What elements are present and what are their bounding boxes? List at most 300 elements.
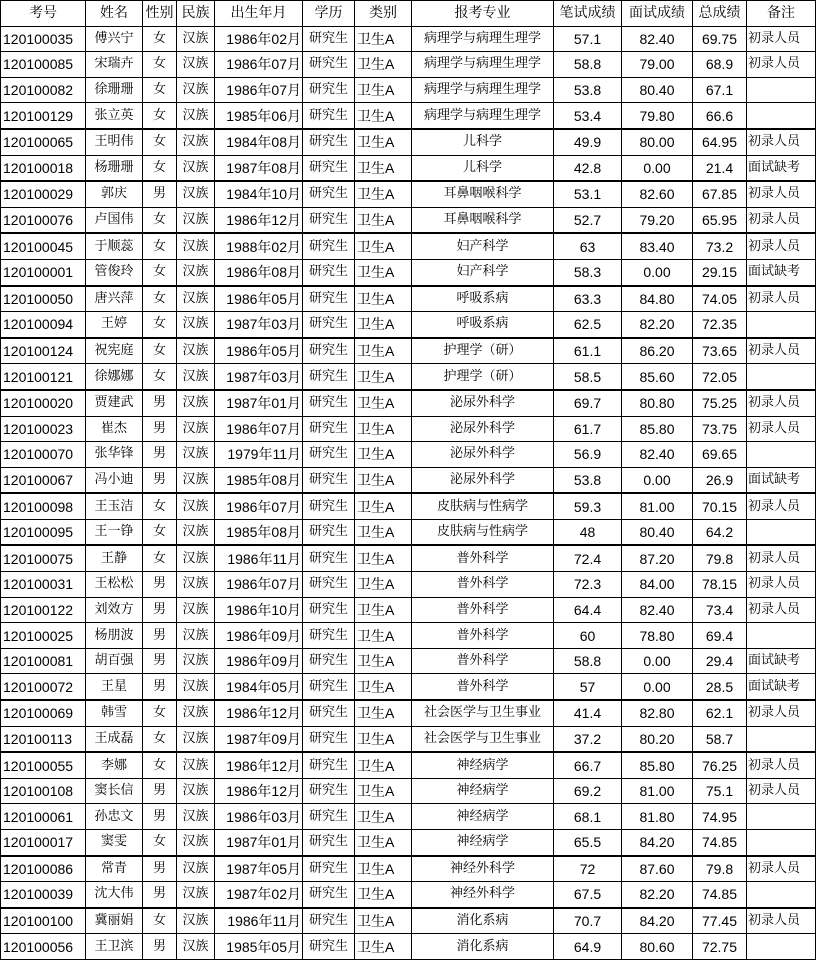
cell-birth-date: 1986年07月 — [215, 52, 303, 78]
cell-remark — [747, 442, 816, 468]
cell-gender: 女 — [143, 103, 177, 129]
cell-interview-score: 81.00 — [622, 493, 693, 519]
cell-gender: 女 — [143, 286, 177, 312]
cell-remark — [747, 934, 816, 960]
cell-ethnicity: 汉族 — [177, 181, 215, 207]
cell-name: 卢国伟 — [86, 207, 143, 233]
cell-major: 消化系病 — [412, 934, 554, 960]
cell-interview-score: 78.80 — [622, 623, 693, 649]
cell-category: 卫生A — [355, 155, 412, 181]
cell-major: 社会医学与卫生事业 — [412, 726, 554, 752]
cell-ethnicity: 汉族 — [177, 103, 215, 129]
cell-gender: 女 — [143, 752, 177, 778]
cell-gender: 男 — [143, 856, 177, 882]
cell-remark — [747, 882, 816, 908]
cell-written-score: 64.4 — [554, 597, 622, 623]
cell-remark — [747, 726, 816, 752]
cell-total-score: 65.95 — [693, 207, 747, 233]
cell-interview-score: 0.00 — [622, 648, 693, 674]
cell-total-score: 73.75 — [693, 416, 747, 442]
cell-education: 研究生 — [303, 674, 355, 700]
cell-written-score: 66.7 — [554, 752, 622, 778]
cell-category: 卫生A — [355, 519, 412, 545]
cell-birth-date: 1987年02月 — [215, 882, 303, 908]
table-row — [1, 752, 816, 778]
cell-birth-date: 1988年02月 — [215, 233, 303, 259]
cell-remark: 初录人员 — [747, 778, 816, 804]
cell-interview-score: 86.20 — [622, 338, 693, 364]
cell-major: 神经病学 — [412, 830, 554, 856]
cell-written-score: 69.2 — [554, 778, 622, 804]
cell-category: 卫生A — [355, 233, 412, 259]
cell-education: 研究生 — [303, 390, 355, 416]
table-row — [1, 545, 816, 571]
cell-gender: 男 — [143, 181, 177, 207]
cell-written-score: 41.4 — [554, 700, 622, 726]
cell-written-score: 48 — [554, 519, 622, 545]
cell-interview-score: 82.40 — [622, 26, 693, 52]
cell-total-score: 28.5 — [693, 674, 747, 700]
cell-exam-id: 120100001 — [1, 259, 86, 285]
cell-interview-score: 80.80 — [622, 390, 693, 416]
cell-gender: 女 — [143, 338, 177, 364]
cell-major: 神经外科学 — [412, 882, 554, 908]
cell-exam-id: 120100055 — [1, 752, 86, 778]
table-row — [1, 416, 816, 442]
cell-written-score: 58.5 — [554, 364, 622, 390]
cell-birth-date: 1987年09月 — [215, 726, 303, 752]
cell-birth-date: 1986年07月 — [215, 493, 303, 519]
cell-gender: 女 — [143, 908, 177, 934]
cell-category: 卫生A — [355, 804, 412, 830]
cell-remark: 面试缺考 — [747, 259, 816, 285]
cell-name: 窦长信 — [86, 778, 143, 804]
cell-ethnicity: 汉族 — [177, 338, 215, 364]
cell-education: 研究生 — [303, 442, 355, 468]
table-row — [1, 648, 816, 674]
cell-interview-score: 79.80 — [622, 103, 693, 129]
cell-major: 皮肤病与性病学 — [412, 519, 554, 545]
cell-total-score: 62.1 — [693, 700, 747, 726]
cell-major: 泌尿外科学 — [412, 467, 554, 493]
cell-total-score: 74.85 — [693, 830, 747, 856]
cell-written-score: 53.4 — [554, 103, 622, 129]
cell-birth-date: 1986年12月 — [215, 778, 303, 804]
cell-total-score: 69.65 — [693, 442, 747, 468]
cell-interview-score: 84.00 — [622, 572, 693, 598]
cell-birth-date: 1985年08月 — [215, 467, 303, 493]
cell-gender: 男 — [143, 882, 177, 908]
cell-remark — [747, 830, 816, 856]
cell-gender: 女 — [143, 259, 177, 285]
cell-birth-date: 1986年12月 — [215, 207, 303, 233]
cell-interview-score: 84.80 — [622, 286, 693, 312]
cell-birth-date: 1986年07月 — [215, 416, 303, 442]
cell-total-score: 79.8 — [693, 856, 747, 882]
cell-education: 研究生 — [303, 129, 355, 155]
cell-interview-score: 82.40 — [622, 442, 693, 468]
cell-category: 卫生A — [355, 493, 412, 519]
cell-exam-id: 120100056 — [1, 934, 86, 960]
cell-ethnicity: 汉族 — [177, 934, 215, 960]
column-header-major: 报考专业 — [412, 1, 554, 27]
cell-birth-date: 1986年12月 — [215, 752, 303, 778]
cell-name: 窦雯 — [86, 830, 143, 856]
cell-remark: 面试缺考 — [747, 155, 816, 181]
cell-ethnicity: 汉族 — [177, 129, 215, 155]
cell-major: 皮肤病与性病学 — [412, 493, 554, 519]
cell-gender: 男 — [143, 623, 177, 649]
cell-remark — [747, 364, 816, 390]
table-row — [1, 572, 816, 598]
cell-name: 常青 — [86, 856, 143, 882]
cell-interview-score: 0.00 — [622, 467, 693, 493]
cell-education: 研究生 — [303, 26, 355, 52]
cell-interview-score: 0.00 — [622, 155, 693, 181]
cell-education: 研究生 — [303, 103, 355, 129]
cell-birth-date: 1987年01月 — [215, 390, 303, 416]
cell-birth-date: 1986年11月 — [215, 908, 303, 934]
cell-gender: 女 — [143, 830, 177, 856]
table-row — [1, 442, 816, 468]
column-header-birth-date: 出生年月 — [215, 1, 303, 27]
cell-education: 研究生 — [303, 416, 355, 442]
cell-remark: 初录人员 — [747, 572, 816, 598]
cell-written-score: 72.3 — [554, 572, 622, 598]
cell-ethnicity: 汉族 — [177, 467, 215, 493]
cell-major: 神经病学 — [412, 752, 554, 778]
table-row — [1, 597, 816, 623]
cell-major: 妇产科学 — [412, 233, 554, 259]
cell-education: 研究生 — [303, 364, 355, 390]
cell-ethnicity: 汉族 — [177, 77, 215, 103]
cell-ethnicity: 汉族 — [177, 882, 215, 908]
cell-birth-date: 1987年01月 — [215, 830, 303, 856]
cell-exam-id: 120100023 — [1, 416, 86, 442]
cell-ethnicity: 汉族 — [177, 648, 215, 674]
cell-education: 研究生 — [303, 752, 355, 778]
cell-exam-id: 120100065 — [1, 129, 86, 155]
cell-written-score: 53.8 — [554, 77, 622, 103]
cell-education: 研究生 — [303, 259, 355, 285]
cell-name: 孙忠文 — [86, 804, 143, 830]
cell-category: 卫生A — [355, 312, 412, 338]
cell-interview-score: 84.20 — [622, 908, 693, 934]
cell-ethnicity: 汉族 — [177, 726, 215, 752]
cell-name: 祝宪庭 — [86, 338, 143, 364]
cell-interview-score: 84.20 — [622, 830, 693, 856]
cell-total-score: 79.8 — [693, 545, 747, 571]
cell-category: 卫生A — [355, 648, 412, 674]
cell-total-score: 67.85 — [693, 181, 747, 207]
cell-major: 普外科学 — [412, 597, 554, 623]
cell-total-score: 75.1 — [693, 778, 747, 804]
cell-gender: 男 — [143, 674, 177, 700]
cell-interview-score: 87.60 — [622, 856, 693, 882]
cell-name: 韩雪 — [86, 700, 143, 726]
cell-total-score: 78.15 — [693, 572, 747, 598]
cell-ethnicity: 汉族 — [177, 778, 215, 804]
cell-ethnicity: 汉族 — [177, 493, 215, 519]
cell-name: 杨珊珊 — [86, 155, 143, 181]
cell-education: 研究生 — [303, 207, 355, 233]
cell-remark — [747, 312, 816, 338]
cell-total-score: 29.4 — [693, 648, 747, 674]
cell-education: 研究生 — [303, 623, 355, 649]
table-row — [1, 207, 816, 233]
cell-exam-id: 120100082 — [1, 77, 86, 103]
cell-written-score: 63 — [554, 233, 622, 259]
cell-gender: 女 — [143, 26, 177, 52]
cell-exam-id: 120100017 — [1, 830, 86, 856]
cell-category: 卫生A — [355, 830, 412, 856]
cell-birth-date: 1985年06月 — [215, 103, 303, 129]
table-row — [1, 700, 816, 726]
cell-category: 卫生A — [355, 778, 412, 804]
table-row — [1, 519, 816, 545]
cell-written-score: 64.9 — [554, 934, 622, 960]
cell-remark: 初录人员 — [747, 493, 816, 519]
cell-gender: 女 — [143, 129, 177, 155]
cell-interview-score: 79.00 — [622, 52, 693, 78]
header-row — [1, 1, 816, 27]
cell-education: 研究生 — [303, 52, 355, 78]
cell-category: 卫生A — [355, 442, 412, 468]
table-row — [1, 778, 816, 804]
cell-major: 儿科学 — [412, 129, 554, 155]
cell-ethnicity: 汉族 — [177, 623, 215, 649]
cell-ethnicity: 汉族 — [177, 259, 215, 285]
cell-total-score: 72.05 — [693, 364, 747, 390]
table-row — [1, 934, 816, 960]
cell-major: 普外科学 — [412, 572, 554, 598]
cell-exam-id: 120100072 — [1, 674, 86, 700]
cell-name: 徐珊珊 — [86, 77, 143, 103]
cell-ethnicity: 汉族 — [177, 312, 215, 338]
cell-written-score: 72 — [554, 856, 622, 882]
cell-name: 张华锋 — [86, 442, 143, 468]
cell-remark: 初录人员 — [747, 390, 816, 416]
cell-gender: 女 — [143, 233, 177, 259]
cell-written-score: 67.5 — [554, 882, 622, 908]
cell-exam-id: 120100069 — [1, 700, 86, 726]
cell-name: 王静 — [86, 545, 143, 571]
cell-name: 王明伟 — [86, 129, 143, 155]
cell-category: 卫生A — [355, 700, 412, 726]
cell-education: 研究生 — [303, 882, 355, 908]
table-row — [1, 882, 816, 908]
cell-ethnicity: 汉族 — [177, 442, 215, 468]
cell-birth-date: 1987年03月 — [215, 364, 303, 390]
cell-exam-id: 120100113 — [1, 726, 86, 752]
cell-name: 冀丽娟 — [86, 908, 143, 934]
cell-exam-id: 120100050 — [1, 286, 86, 312]
cell-education: 研究生 — [303, 77, 355, 103]
cell-interview-score: 83.40 — [622, 233, 693, 259]
cell-total-score: 66.6 — [693, 103, 747, 129]
cell-exam-id: 120100018 — [1, 155, 86, 181]
cell-total-score: 73.4 — [693, 597, 747, 623]
cell-name: 管俊玲 — [86, 259, 143, 285]
table-row — [1, 623, 816, 649]
cell-gender: 男 — [143, 390, 177, 416]
cell-remark: 初录人员 — [747, 52, 816, 78]
table-row — [1, 726, 816, 752]
cell-major: 病理学与病理生理学 — [412, 26, 554, 52]
cell-total-score: 74.85 — [693, 882, 747, 908]
cell-name: 沈大伟 — [86, 882, 143, 908]
table-row — [1, 286, 816, 312]
cell-major: 呼吸系病 — [412, 312, 554, 338]
cell-education: 研究生 — [303, 700, 355, 726]
cell-name: 贾建武 — [86, 390, 143, 416]
cell-education: 研究生 — [303, 519, 355, 545]
cell-ethnicity: 汉族 — [177, 26, 215, 52]
cell-ethnicity: 汉族 — [177, 207, 215, 233]
cell-birth-date: 1986年05月 — [215, 338, 303, 364]
cell-category: 卫生A — [355, 259, 412, 285]
column-header-remark: 备注 — [747, 1, 816, 27]
cell-interview-score: 0.00 — [622, 259, 693, 285]
cell-interview-score: 80.20 — [622, 726, 693, 752]
cell-written-score: 42.8 — [554, 155, 622, 181]
cell-name: 胡百强 — [86, 648, 143, 674]
table-row — [1, 804, 816, 830]
cell-name: 宋瑞卉 — [86, 52, 143, 78]
cell-exam-id: 120100094 — [1, 312, 86, 338]
cell-written-score: 61.7 — [554, 416, 622, 442]
table-row — [1, 233, 816, 259]
cell-written-score: 58.3 — [554, 259, 622, 285]
cell-total-score: 73.65 — [693, 338, 747, 364]
table-row — [1, 338, 816, 364]
cell-total-score: 67.1 — [693, 77, 747, 103]
cell-category: 卫生A — [355, 726, 412, 752]
cell-remark: 初录人员 — [747, 233, 816, 259]
column-header-gender: 性别 — [143, 1, 177, 27]
cell-category: 卫生A — [355, 181, 412, 207]
cell-birth-date: 1986年09月 — [215, 648, 303, 674]
cell-category: 卫生A — [355, 934, 412, 960]
cell-gender: 男 — [143, 467, 177, 493]
cell-gender: 女 — [143, 545, 177, 571]
cell-exam-id: 120100045 — [1, 233, 86, 259]
cell-remark: 初录人员 — [747, 26, 816, 52]
cell-exam-id: 120100122 — [1, 597, 86, 623]
cell-remark — [747, 623, 816, 649]
cell-name: 徐娜娜 — [86, 364, 143, 390]
cell-category: 卫生A — [355, 623, 412, 649]
cell-interview-score: 81.80 — [622, 804, 693, 830]
cell-ethnicity: 汉族 — [177, 155, 215, 181]
cell-education: 研究生 — [303, 338, 355, 364]
cell-exam-id: 120100121 — [1, 364, 86, 390]
cell-birth-date: 1986年12月 — [215, 700, 303, 726]
cell-gender: 男 — [143, 804, 177, 830]
table-row — [1, 129, 816, 155]
table-row — [1, 26, 816, 52]
cell-category: 卫生A — [355, 52, 412, 78]
cell-category: 卫生A — [355, 286, 412, 312]
cell-interview-score: 85.60 — [622, 364, 693, 390]
column-header-interview-score: 面试成绩 — [622, 1, 693, 27]
cell-birth-date: 1984年05月 — [215, 674, 303, 700]
cell-education: 研究生 — [303, 545, 355, 571]
cell-remark — [747, 103, 816, 129]
cell-major: 耳鼻咽喉科学 — [412, 181, 554, 207]
cell-birth-date: 1984年08月 — [215, 129, 303, 155]
cell-birth-date: 1986年11月 — [215, 545, 303, 571]
cell-major: 护理学（研） — [412, 338, 554, 364]
cell-ethnicity: 汉族 — [177, 830, 215, 856]
cell-name: 王一铮 — [86, 519, 143, 545]
cell-written-score: 52.7 — [554, 207, 622, 233]
cell-total-score: 21.4 — [693, 155, 747, 181]
cell-birth-date: 1987年05月 — [215, 856, 303, 882]
cell-gender: 男 — [143, 416, 177, 442]
cell-major: 泌尿外科学 — [412, 442, 554, 468]
cell-ethnicity: 汉族 — [177, 700, 215, 726]
cell-written-score: 49.9 — [554, 129, 622, 155]
table-row — [1, 830, 816, 856]
cell-exam-id: 120100025 — [1, 623, 86, 649]
cell-total-score: 29.15 — [693, 259, 747, 285]
cell-total-score: 64.2 — [693, 519, 747, 545]
cell-written-score: 59.3 — [554, 493, 622, 519]
cell-exam-id: 120100095 — [1, 519, 86, 545]
cell-major: 耳鼻咽喉科学 — [412, 207, 554, 233]
cell-exam-id: 120100075 — [1, 545, 86, 571]
cell-major: 病理学与病理生理学 — [412, 77, 554, 103]
cell-total-score: 74.95 — [693, 804, 747, 830]
cell-written-score: 65.5 — [554, 830, 622, 856]
cell-gender: 男 — [143, 442, 177, 468]
cell-remark: 初录人员 — [747, 752, 816, 778]
cell-education: 研究生 — [303, 467, 355, 493]
cell-exam-id: 120100070 — [1, 442, 86, 468]
cell-gender: 男 — [143, 597, 177, 623]
cell-birth-date: 1987年08月 — [215, 155, 303, 181]
cell-interview-score: 87.20 — [622, 545, 693, 571]
cell-category: 卫生A — [355, 390, 412, 416]
cell-birth-date: 1984年10月 — [215, 181, 303, 207]
cell-major: 神经外科学 — [412, 856, 554, 882]
cell-written-score: 62.5 — [554, 312, 622, 338]
cell-name: 傅兴宁 — [86, 26, 143, 52]
cell-ethnicity: 汉族 — [177, 804, 215, 830]
cell-birth-date: 1979年11月 — [215, 442, 303, 468]
cell-remark: 初录人员 — [747, 286, 816, 312]
cell-birth-date: 1986年02月 — [215, 26, 303, 52]
cell-category: 卫生A — [355, 752, 412, 778]
cell-gender: 女 — [143, 726, 177, 752]
cell-exam-id: 120100129 — [1, 103, 86, 129]
cell-education: 研究生 — [303, 233, 355, 259]
cell-name: 王松松 — [86, 572, 143, 598]
cell-total-score: 77.45 — [693, 908, 747, 934]
cell-ethnicity: 汉族 — [177, 286, 215, 312]
cell-category: 卫生A — [355, 207, 412, 233]
cell-written-score: 57.1 — [554, 26, 622, 52]
cell-birth-date: 1986年08月 — [215, 259, 303, 285]
cell-name: 王卫滨 — [86, 934, 143, 960]
column-header-education: 学历 — [303, 1, 355, 27]
cell-written-score: 61.1 — [554, 338, 622, 364]
column-header-written-score: 笔试成绩 — [554, 1, 622, 27]
column-header-total-score: 总成绩 — [693, 1, 747, 27]
cell-ethnicity: 汉族 — [177, 364, 215, 390]
cell-exam-id: 120100067 — [1, 467, 86, 493]
